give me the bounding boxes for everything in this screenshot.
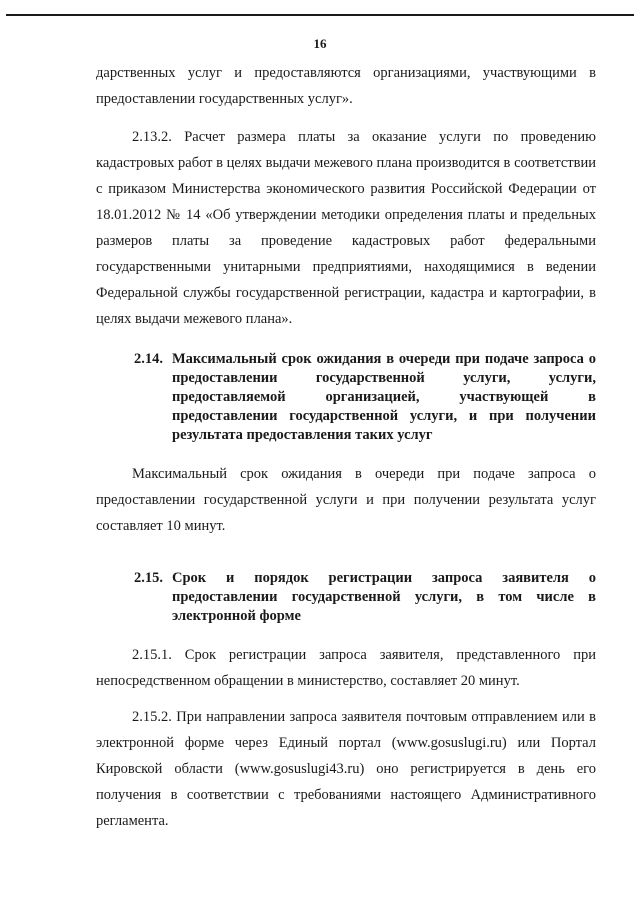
section-title: Срок и порядок регистрации запроса заявителя о предоставлении государственной услуги, в том числе в электронной форме [172,570,596,624]
section-number: 2.14. [134,351,163,367]
paragraph-2-15-1: 2.15.1. Срок регистрации запроса заявителя, представленного при непосредственном обращении в министерство, составляет 20 минут. [96,647,596,689]
top-rule [6,14,634,16]
section-heading-2-14 [96,350,596,445]
section-number: 2.15. [134,570,163,586]
section-title: Максимальный срок ожидания в очереди при подаче запроса о предоставлении государственной услуги, услуги, предоставляемой организацией, участвующей в предоставлении государственной услуги, и при получении результата предоставления таких услуг [172,351,596,443]
section-heading-2-15 [96,569,596,626]
document-body [96,60,596,834]
page-number: 16 [313,36,327,51]
paragraph-2-13-2: 2.13.2. Расчет размера платы за оказание услуги по проведению кадастровых работ в целях выдачи межевого плана производится в соответствии с приказом Министерства экономического развития Российской Федерации от 18.01.2012 № 14 «Об утверждении методики определения платы и предельных размеров платы за проведение кадастровых работ федеральными государственными унитарными предприятиями, находящимися в ведении Федеральной службы государственной регистрации, кадастра и картографии, в целях выдачи межевого плана». [96,129,596,327]
paragraph-2-15-2: 2.15.2. При направлении запроса заявителя почтовым отправлением или в электронной форме через Единый портал (www.gosuslugi.ru) или Портал Кировской области (www.gosuslugi43.ru) оно регистрируется в день его получения в соответствии с требованиями настоящего Административного регламента. [96,709,596,829]
paragraph-2-14-body: Максимальный срок ожидания в очереди при подаче запроса о предоставлении государственной услуги и при получении результата услуг составляет 10 минут. [96,466,596,534]
paragraph-continuation: дарственных услуг и предоставляются организациями, участвующими в предоставлении государственных услуг». [96,65,596,107]
